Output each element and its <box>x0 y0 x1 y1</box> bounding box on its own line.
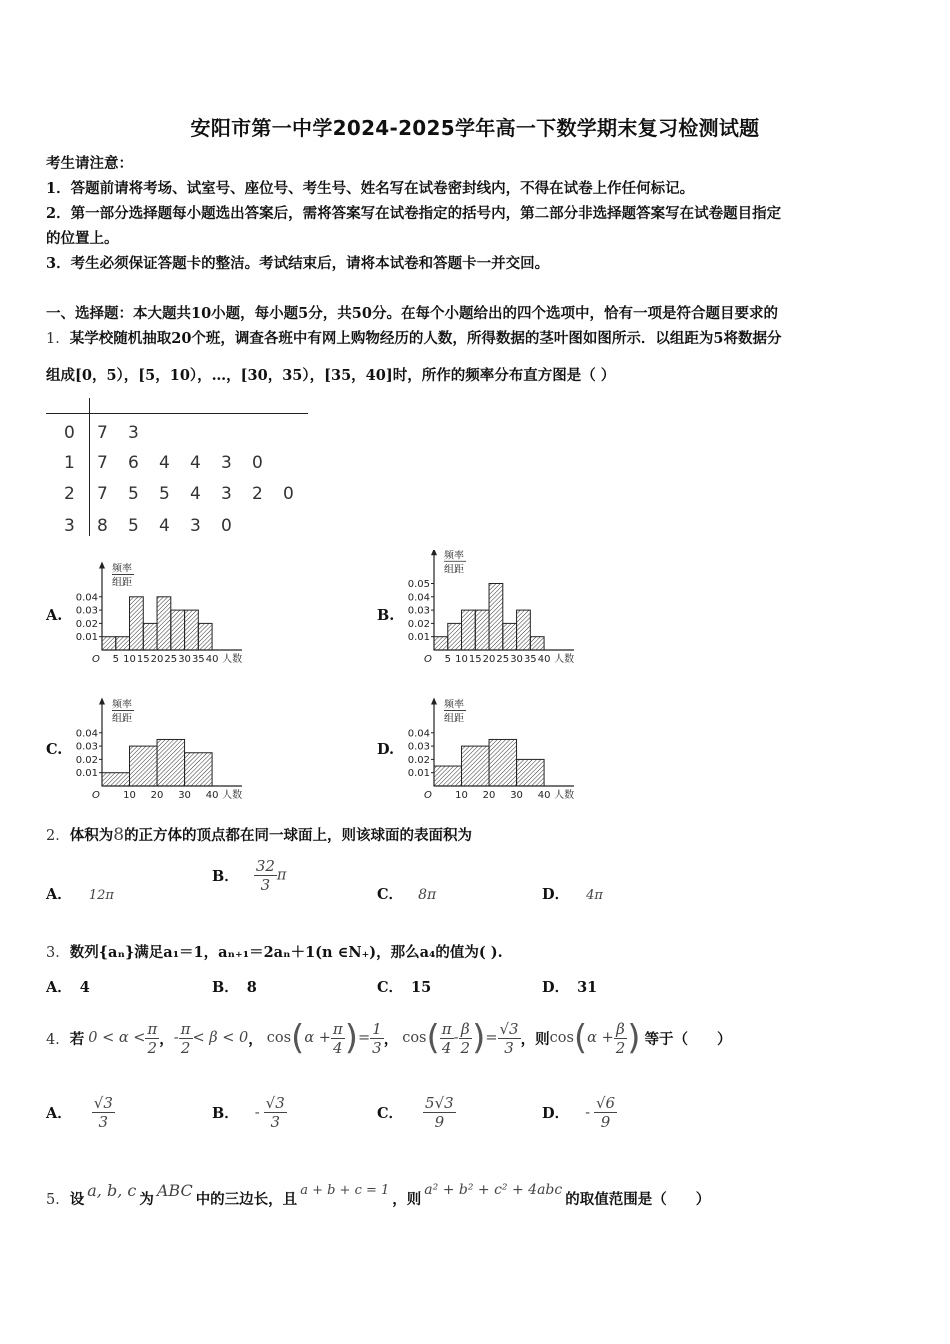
x-axis-label: 人数 <box>222 790 243 801</box>
q4-beta-2b-den: 2 <box>615 1038 626 1057</box>
q4-pi-4b-num: π <box>441 1019 452 1038</box>
y-tick-label: 0.03 <box>407 741 430 753</box>
x-tick-label: 30 <box>178 790 191 801</box>
leaf-value: 4 <box>159 453 170 473</box>
q4-pi-4-num: π <box>332 1019 343 1038</box>
leaf-value: 2 <box>252 484 263 504</box>
q4-cond1: 0 < α < <box>88 1030 146 1046</box>
histogram-bar <box>157 597 171 650</box>
x-tick-label: 20 <box>150 790 164 801</box>
q4-option-fraction <box>594 1094 617 1131</box>
q4-option-sign: - <box>585 1104 590 1121</box>
y-tick-label: 0.02 <box>407 754 430 766</box>
q4-eq-2: = <box>485 1030 498 1046</box>
q2-option-a-label: A． <box>46 886 72 903</box>
y-tick-label: 0.02 <box>407 618 430 630</box>
histogram-a <box>70 550 260 670</box>
leaf-value: 4 <box>159 516 170 536</box>
y-tick-label: 0.01 <box>407 632 430 644</box>
q4-cos-1: cos <box>266 1030 292 1046</box>
y-tick-label: 0.04 <box>407 728 430 740</box>
q4-paren-close-1: ) <box>344 1018 358 1058</box>
stem-value: 1 <box>64 453 75 473</box>
q4-option-numerator: √3 <box>93 1094 113 1112</box>
q4-option-c[interactable] <box>377 1094 456 1131</box>
q4-beta-2b-num: β <box>614 1020 628 1039</box>
q4-cond2-rest: < β < 0 <box>192 1030 249 1046</box>
q4-option-fraction <box>423 1094 456 1131</box>
y-label-top: 频率 <box>444 699 464 711</box>
q4-ze: 则 <box>535 1030 550 1048</box>
y-tick-label: 0.01 <box>75 632 98 644</box>
x-tick-label: 5 <box>444 654 451 665</box>
q4-alpha-plus-2: α + <box>587 1030 614 1046</box>
q4-option-sign: - <box>254 1104 260 1121</box>
histogram-b <box>402 550 592 670</box>
y-label-bottom: 组距 <box>112 577 132 589</box>
q4-cond2-den: 2 <box>180 1038 191 1057</box>
y-tick-label: 0.03 <box>407 605 430 617</box>
notice-heading: 考生请注意： <box>46 155 133 172</box>
q2-option-b[interactable] <box>212 857 286 894</box>
leaf-value: 4 <box>190 484 201 504</box>
leaf-value: 4 <box>190 453 201 473</box>
q4-paren-close-3: ) <box>627 1018 641 1058</box>
q3-option-b[interactable] <box>212 976 257 997</box>
question-2-pre: 体积为 <box>69 827 114 844</box>
question-2 <box>46 824 472 845</box>
stem-value: 0 <box>64 423 75 443</box>
x-tick-label: 20 <box>150 654 164 665</box>
leaf-value: 0 <box>252 453 263 473</box>
histogram-bar <box>448 623 462 650</box>
leaf-value: 6 <box>128 453 139 473</box>
y-tick-label: 0.01 <box>407 768 430 780</box>
question-1-line1 <box>46 327 782 348</box>
y-tick-label: 0.02 <box>75 754 98 766</box>
histogram-bar <box>475 610 489 650</box>
q3-option-a-label: A． <box>46 979 72 996</box>
q2-option-c[interactable] <box>377 883 436 904</box>
q3-option-d-label: D． <box>542 979 570 996</box>
q5-abc: a, b, c <box>87 1180 137 1200</box>
y-label-top: 频率 <box>444 550 464 562</box>
y-axis-arrow <box>99 562 105 569</box>
leaf-value: 5 <box>159 484 170 504</box>
q4-option-b[interactable] <box>212 1094 287 1131</box>
question-3 <box>46 941 503 962</box>
x-tick-label: 15 <box>136 654 150 665</box>
q5-cond: a + b + c = 1 <box>300 1182 390 1198</box>
q4-option-label: C． <box>377 1105 404 1122</box>
q4-eq-1: = <box>358 1030 371 1046</box>
stem-leaf-hline <box>46 413 308 414</box>
question-5-number: 5． <box>46 1191 70 1208</box>
q1-option-c-label[interactable]: C. <box>46 741 63 758</box>
q4-paren-open-3: ( <box>573 1018 588 1058</box>
stem-value: 3 <box>64 516 75 536</box>
x-tick-label: 20 <box>482 654 496 665</box>
x-axis-label: 人数 <box>554 654 575 665</box>
q2-option-d[interactable] <box>542 883 603 904</box>
histogram-bar <box>434 766 462 786</box>
y-tick-label: 0.03 <box>75 605 98 617</box>
q4-option-label: B． <box>212 1105 239 1122</box>
notice-item-2: 2．第一部分选择题每小题选出答案后，需将答案写在试卷指定的括号内，第二部分非选择题答案写在试卷题目指定 <box>46 205 782 222</box>
q4-comma-1: ， <box>159 1030 174 1048</box>
q4-cos-2: cos <box>402 1030 427 1046</box>
page-title: 安阳市第一中学2024-2025学年高一下数学期末复习检测试题 <box>190 116 760 140</box>
histogram-bar <box>462 610 476 650</box>
x-tick-label: 20 <box>482 790 496 801</box>
x-tick-label: 30 <box>510 790 523 801</box>
q2-option-c-value: 8π <box>418 887 437 903</box>
q4-pi-4b-frac <box>440 1020 454 1057</box>
x-tick-label: 25 <box>164 654 178 665</box>
q2-option-a[interactable] <box>46 883 114 904</box>
q2-option-b-pi: π <box>276 867 287 884</box>
q5-ABC: ABC <box>156 1180 193 1200</box>
question-1-text: 某学校随机抽取20个班，调查各班中有网上购物经历的人数，所得数据的茎叶图如图所示．以组距为5将数据分 <box>69 330 782 347</box>
x-tick-label: 35 <box>191 654 205 665</box>
question-3-number: 3． <box>46 945 70 961</box>
origin-label: O <box>92 654 100 665</box>
x-tick-label: 10 <box>123 654 136 665</box>
x-tick-label: 30 <box>178 654 191 665</box>
q4-one-third-frac <box>370 1020 384 1057</box>
question-1-number: 1． <box>46 331 70 347</box>
q4-option-numerator: √3 <box>265 1094 285 1112</box>
y-axis-arrow <box>431 698 437 705</box>
q4-cond2-num: π <box>180 1019 191 1038</box>
histogram-d <box>402 686 592 806</box>
histogram-bar <box>517 759 545 786</box>
question-3-text: 数列{aₙ}满足a₁＝1，aₙ₊₁＝2aₙ＋1(n ∈N₊)，那么a₄的值为( ). <box>69 944 503 961</box>
q4-paren-close-2: ) <box>472 1018 486 1058</box>
q1-option-a-label[interactable]: A. <box>46 607 63 624</box>
x-axis-label: 人数 <box>222 654 243 665</box>
q5-she: 设 <box>69 1190 85 1208</box>
q1-option-b-label[interactable]: B. <box>377 607 395 624</box>
q3-option-c-value: 15 <box>411 979 432 996</box>
leaf-value: 5 <box>128 484 139 504</box>
notice-item-2-cont: 的位置上。 <box>46 230 119 247</box>
y-tick-label: 0.04 <box>407 592 430 604</box>
histogram-bar <box>171 610 185 650</box>
q4-cond2-minus: - <box>173 1030 179 1046</box>
histogram-bar <box>130 746 158 786</box>
q4-option-fraction <box>92 1094 115 1131</box>
y-tick-label: 0.01 <box>75 768 98 780</box>
y-tick-label: 0.02 <box>75 618 98 630</box>
q5-mid: 中的三边长，且 <box>195 1190 298 1208</box>
q4-option-numerator: 5√3 <box>425 1094 454 1112</box>
q4-option-a[interactable] <box>46 1094 115 1131</box>
question-4-number: 4． <box>46 1031 70 1048</box>
section-header: 一、选择题：本大题共10小题，每小题5分，共50分。在每个小题给出的四个选项中，恰有一项是符合题目要求的 <box>46 305 778 322</box>
q4-pi-4-frac <box>331 1020 345 1057</box>
leaf-value: 0 <box>221 516 232 536</box>
q5-wei: 为 <box>139 1190 154 1208</box>
histogram-bar <box>530 637 544 650</box>
x-tick-label: 15 <box>468 654 482 665</box>
histogram-bar <box>102 773 130 786</box>
q3-option-d-value: 31 <box>577 979 598 996</box>
y-axis-arrow <box>99 698 105 705</box>
x-tick-label: 30 <box>510 654 523 665</box>
histogram-bar <box>102 637 116 650</box>
question-4-ruo: 若 <box>69 1030 85 1048</box>
q4-cond1-frac <box>145 1020 159 1057</box>
q2-option-d-value: 4π <box>586 888 603 903</box>
x-tick-label: 10 <box>455 790 468 801</box>
q2-option-a-value: 12π <box>88 888 114 903</box>
histogram-bar <box>185 753 213 786</box>
q4-option-numerator: √6 <box>595 1094 616 1112</box>
y-label-top: 频率 <box>112 563 132 575</box>
origin-label: O <box>92 790 100 801</box>
histogram-bar <box>185 610 199 650</box>
histogram-bar <box>434 637 448 650</box>
q3-option-c[interactable] <box>377 976 431 997</box>
x-tick-label: 10 <box>123 790 136 801</box>
x-tick-label: 40 <box>205 790 219 801</box>
question-2-number: 2． <box>46 828 70 844</box>
question-4 <box>46 1010 732 1066</box>
y-tick-label: 0.03 <box>75 741 98 753</box>
q4-cond2-frac <box>179 1020 193 1057</box>
q4-option-label: D． <box>542 1105 570 1122</box>
y-tick-label: 0.04 <box>75 728 98 740</box>
q4-beta-2-den: 2 <box>460 1038 471 1057</box>
q4-option-denominator: 9 <box>600 1113 611 1131</box>
y-label-top: 频率 <box>112 699 132 711</box>
leaf-value: 3 <box>128 423 139 443</box>
question-2-value: 8 <box>113 825 125 845</box>
stem-leaf-vline <box>89 398 90 536</box>
q4-paren-open-1: ( <box>291 1018 305 1058</box>
q4-option-denominator: 3 <box>98 1113 109 1131</box>
q2-option-b-denominator: 3 <box>260 876 271 894</box>
y-tick-label: 0.04 <box>75 592 98 604</box>
leaf-value: 3 <box>221 484 232 504</box>
y-label-bottom: 组距 <box>444 713 464 725</box>
histogram-c <box>70 686 260 806</box>
leaf-value: 8 <box>97 516 108 536</box>
x-tick-label: 25 <box>496 654 510 665</box>
q4-option-label: A． <box>46 1105 72 1122</box>
q3-option-b-label: B． <box>212 979 239 996</box>
q4-comma-2: ， <box>248 1030 263 1048</box>
q4-cond1-num: π <box>147 1019 158 1038</box>
histogram-bar <box>462 746 490 786</box>
q4-beta-2-num: β <box>459 1020 473 1039</box>
q4-option-d[interactable] <box>542 1094 617 1131</box>
q4-comma-4: ， <box>520 1030 536 1048</box>
question-1-line2: 组成[0，5），[5，10），…，[30，35），[35，40]时，所作的频率分布直方图是（ ） <box>46 367 616 384</box>
q4-sqrt3-3-num: √3 <box>499 1019 519 1038</box>
histogram-bar <box>198 623 212 650</box>
x-axis-label: 人数 <box>554 790 575 801</box>
y-label-bottom: 组距 <box>444 564 464 576</box>
q4-cos-3: cos <box>549 1030 574 1046</box>
q2-option-b-numerator: 32 <box>255 857 275 875</box>
q5-ze: ，则 <box>392 1190 422 1208</box>
histogram-bar <box>116 637 130 650</box>
leaf-value: 5 <box>128 516 139 536</box>
histogram-bar <box>130 597 144 650</box>
q2-option-c-label: C． <box>377 886 404 903</box>
q4-dengyu: 等于（ ） <box>644 1030 732 1048</box>
q4-sqrt3-3-den: 3 <box>504 1038 514 1057</box>
leaf-value: 7 <box>97 453 108 473</box>
notice-item-3: 3．考生必须保证答题卡的整洁。考试结束后，请将本试卷和答题卡一并交回。 <box>46 255 550 272</box>
leaf-value: 7 <box>97 484 108 504</box>
notice-item-1: 1．答题前请将考场、试室号、座位号、考生号、姓名写在试卷密封线内，不得在试卷上作任何标记。 <box>46 180 695 197</box>
origin-label: O <box>424 654 432 665</box>
leaf-value: 7 <box>97 423 108 443</box>
origin-label: O <box>424 790 432 801</box>
q4-minus: - <box>453 1030 459 1046</box>
q4-paren-open-2: ( <box>426 1018 440 1058</box>
q4-option-fraction <box>264 1094 287 1131</box>
histogram-bar <box>489 584 503 651</box>
q2-option-b-fraction <box>254 857 277 894</box>
question-5 <box>46 1178 710 1218</box>
x-tick-label: 40 <box>205 654 219 665</box>
q4-pi-4-den: 4 <box>333 1038 343 1057</box>
x-tick-label: 40 <box>537 654 551 665</box>
q4-pi-4b-den: 4 <box>441 1038 452 1057</box>
x-tick-label: 40 <box>537 790 551 801</box>
stem-value: 2 <box>64 484 75 504</box>
q5-tail: 的取值范围是（ ） <box>565 1190 711 1208</box>
q3-option-a[interactable] <box>46 976 90 997</box>
q4-one-third-num: 1 <box>372 1019 382 1038</box>
q3-option-c-label: C． <box>377 979 404 996</box>
histogram-bar <box>517 610 531 650</box>
q4-beta-2b-frac <box>614 1020 628 1057</box>
y-tick-label: 0.05 <box>407 579 430 590</box>
q1-option-d-label[interactable]: D. <box>377 741 395 758</box>
histogram-bar <box>157 739 185 786</box>
x-tick-label: 5 <box>112 654 119 665</box>
q3-option-a-value: 4 <box>79 979 90 996</box>
q3-option-b-value: 8 <box>246 979 257 996</box>
q4-option-denominator: 9 <box>434 1113 445 1131</box>
leaf-value: 3 <box>221 453 232 473</box>
q2-option-d-label: D． <box>542 886 570 903</box>
histogram-bar <box>503 623 517 650</box>
leaf-value: 3 <box>190 516 201 536</box>
q4-sqrt3-3-frac <box>498 1020 521 1057</box>
y-label-bottom: 组距 <box>112 713 132 725</box>
q4-option-denominator: 3 <box>270 1113 280 1131</box>
q4-comma-3: ， <box>383 1030 399 1048</box>
question-2-post: 的正方体的顶点都在同一球面上，则该球面的表面积为 <box>124 827 473 844</box>
x-tick-label: 35 <box>523 654 537 665</box>
histogram-bar <box>143 623 157 650</box>
x-tick-label: 10 <box>455 654 468 665</box>
y-axis-arrow <box>431 550 437 555</box>
leaf-value: 0 <box>283 484 294 504</box>
q5-expr: a² + b² + c² + 4abc <box>424 1182 563 1198</box>
q3-option-d[interactable] <box>542 976 597 997</box>
q4-one-third-den: 3 <box>372 1038 382 1057</box>
histogram-bar <box>489 739 517 786</box>
q4-beta-2-frac <box>459 1020 473 1057</box>
q4-cond1-den: 2 <box>147 1038 158 1057</box>
q4-alpha-plus: α + <box>304 1030 331 1046</box>
q2-option-b-label: B． <box>212 868 239 885</box>
